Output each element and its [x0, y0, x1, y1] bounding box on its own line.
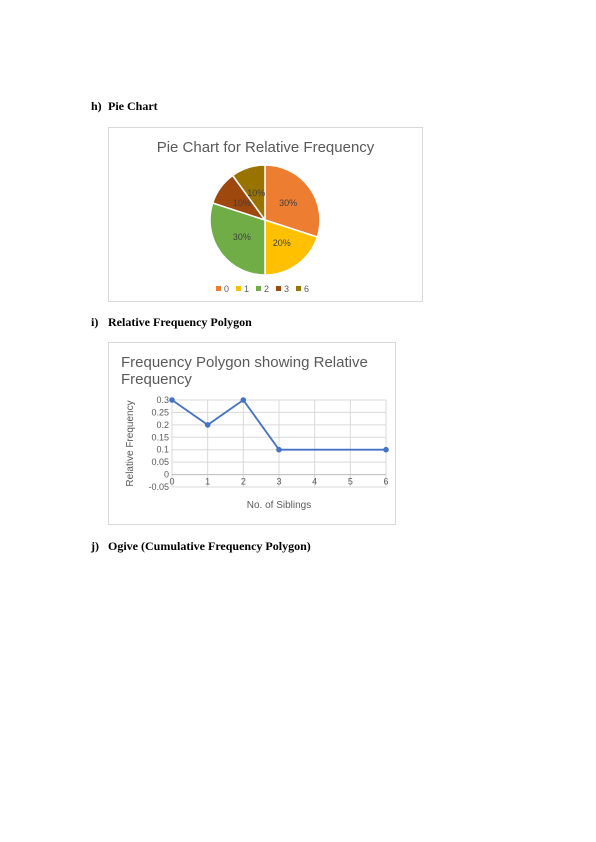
x-tick-label: 1 [205, 476, 211, 487]
legend-marker [276, 286, 281, 291]
y-tick-label: 0.1 [156, 444, 169, 455]
x-tick-label: 6 [383, 476, 389, 487]
chart-title: Frequency Polygon showing Relative Frequency [121, 354, 368, 388]
y-axis-title: Relative Frequency [125, 400, 136, 487]
y-tick-label: 0.2 [156, 419, 169, 430]
y-tick-label: 0 [163, 469, 169, 480]
legend-entry: 3 [284, 284, 290, 294]
x-tick-label: 3 [276, 476, 282, 487]
pie-data-label: 30% [279, 198, 298, 209]
section-marker: i) [91, 315, 99, 329]
legend-marker [216, 286, 221, 291]
pie-data-label: 30% [232, 231, 251, 242]
y-tick-label: 0.3 [156, 395, 169, 405]
data-point [169, 397, 175, 403]
section-marker: h) [91, 99, 102, 113]
data-point [383, 447, 389, 453]
data-point [241, 397, 247, 403]
section-heading-h [91, 99, 158, 114]
data-point [205, 422, 211, 428]
legend-marker [296, 286, 301, 291]
legend-entry: 6 [304, 284, 310, 294]
pie-chart [109, 128, 422, 301]
section-title: Ogive (Cumulative Frequency Polygon) [108, 539, 311, 553]
section-title: Pie Chart [108, 99, 158, 113]
pie-data-label: 10% [232, 198, 251, 209]
y-tick-label: 0.15 [151, 432, 169, 443]
section-title: Relative Frequency Polygon [108, 315, 252, 329]
x-axis-title: No. of Siblings [246, 500, 312, 511]
data-point [276, 447, 282, 453]
section-marker: j) [91, 539, 99, 553]
legend-marker [236, 286, 241, 291]
pie-data-label: 10% [247, 187, 266, 198]
legend-entry: 0 [224, 284, 230, 294]
line-chart-container[interactable] [108, 342, 396, 525]
line-chart [109, 343, 395, 524]
x-tick-label: 0 [169, 476, 175, 487]
y-tick-label: -0.05 [148, 482, 169, 492]
chart-title: Pie Chart for Relative Frequency [156, 139, 375, 156]
section-heading-i [91, 315, 252, 330]
x-tick-label: 2 [240, 476, 246, 487]
section-heading-j [91, 539, 311, 554]
legend-marker [256, 286, 261, 291]
x-tick-label: 5 [347, 476, 353, 487]
legend-entry: 1 [244, 284, 250, 294]
pie-chart-container[interactable] [108, 127, 423, 302]
legend-entry: 2 [264, 284, 270, 294]
pie-data-label: 20% [272, 238, 291, 249]
y-tick-label: 0.05 [151, 457, 169, 468]
x-tick-label: 4 [312, 476, 318, 487]
y-tick-label: 0.25 [151, 407, 169, 418]
